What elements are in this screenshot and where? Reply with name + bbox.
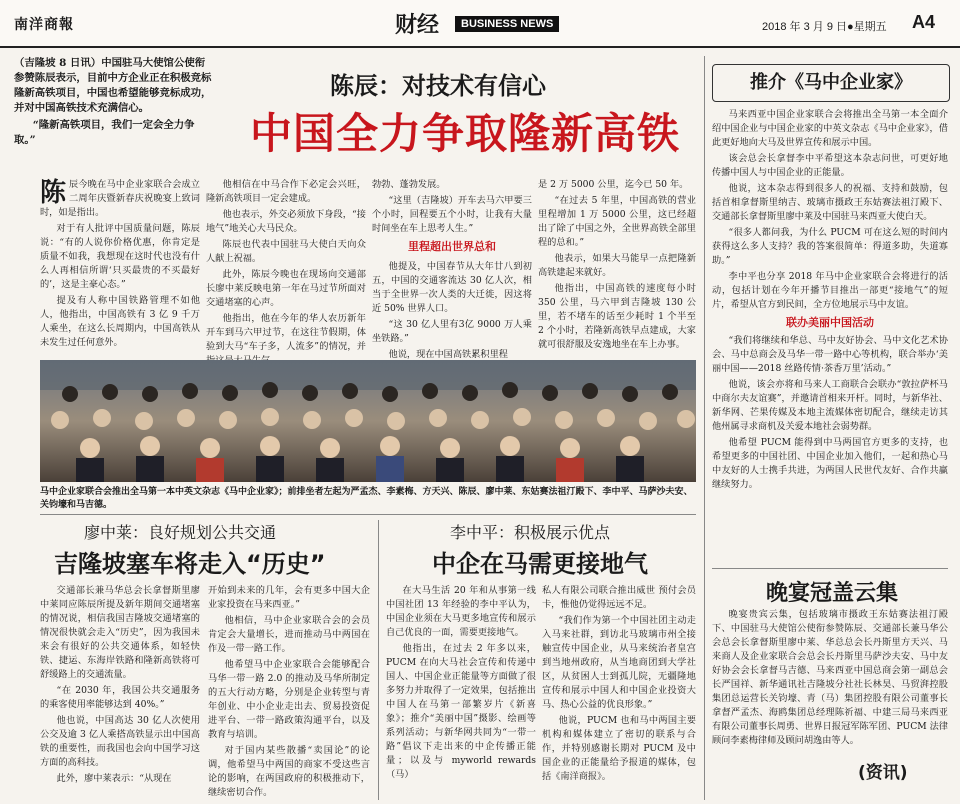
group-photo-image — [40, 360, 696, 482]
li-column-1 — [386, 584, 536, 800]
paragraph: 交通部长兼马华总会长拿督斯里廖中莱同应陈辰所提及新年期间交通堵塞的情况说，相信我国吉隆坡交通堵塞的情况很快就会走入“历史”，因为我国未来会有很好的公共交通体系，如轻快铁、捷运、东海岸铁路和隆新高铁将可舒缓路上的交通流量。 — [40, 585, 200, 680]
masthead — [0, 0, 960, 48]
paragraph: 他说，该会亦将和马来人工商联合会联办“敦拉萨杯马中商尔夫友谊赛”，并邀请首相来开杆。同时，与新华社、新华网、芒果传媒及本地主流媒体密切配合，继续走访其他州属寻求商机及关爱本地社会弱势群。 — [712, 379, 948, 432]
paragraph: “在过去 5 年里，中国高铁的营业里程增加 1 万 5000 公里，这已经超出了除了中国之外，全世界高铁全部里程的总和。” — [538, 195, 696, 248]
paragraph: 他相信，马中企业家联合会的会员肯定会大量增长，进而推动马中两国在作及一带一路工作。 — [208, 615, 370, 654]
main-kicker: 陈辰：对技术有信心 — [330, 72, 546, 100]
news-source: (资讯) — [858, 763, 908, 783]
sidebar-body — [712, 108, 948, 566]
liao-kicker: 廖中莱：良好规划公共交通 — [84, 523, 277, 542]
paragraph: 他表示，如果大马能早一点把隆新高铁建起来就好。 — [538, 253, 696, 278]
paragraph: 他说，PUCM 也和马中两国主要机构和媒体建立了密切的联系与合作，并特别感谢长期对 PUCM 及中国企业的正能量给予报道的媒体，包括《南洋商报》。 — [542, 715, 696, 782]
banquet-body — [712, 608, 948, 756]
paragraph: 晚宴贵宾云集，包括玻璃市摄政王东姑赛法祖汀殿下、中国驻马大使馆公使衔参赞陈辰、交通部长兼马华公会总会长拿督斯里廖中莱、华总总会长丹斯里方天兴、马来商人及企业家联合会总会长丹斯里马萨沙夫安、马中友好协会会长拿督马吉德、马来西亚中国总商会第一副总会长严国祥、新华通讯社吉隆坡分社社长林昊、马贸湃控股集团总运营长关钧壕、青（马）集团控股有限公司董事长拿督严孟杰、海鸥集团总经理陈祈福、中建三局马来西亚有限公司董事长周勇、世界日报冠军陈军团、PUCM 法律顾问李素梅律师及顾问胡逸由等人。 — [712, 609, 948, 746]
divider — [704, 56, 705, 800]
paragraph: 他说，这本杂志得到很多人的祝福、支持和鼓励，包括首相拿督斯里纳吉、玻璃市摄政王东姑赛法祖汀殿下、交通部长拿督斯里廖中莱及中国驻马来西亚大使白天。 — [712, 183, 948, 222]
paragraph: 他提及，中国春节从大年廿八到初五，中国的交通客流达 30 亿人次，相当于全世界一次人类的大迁徙，因这将近 50% 世界人口。 — [372, 261, 532, 314]
paragraph: 在大马生活 20 年和从事第一线中国社团 13 年经验的李中平认为，中国企业须在大马更多地宣传和展示自己优良的一面，需要更接地气。 — [386, 585, 536, 638]
sidebar-title: 推介《马中企业家》 — [712, 64, 950, 102]
li-headline: 中企在马需更接地气 — [432, 550, 648, 578]
paragraph: 辰今晚在马中企业家联合会成立二周年庆暨新春庆祝晚宴上致词时，如是指出。 — [40, 179, 200, 218]
liao-column-2 — [208, 584, 370, 800]
paragraph: 他也说，中国高达 30 亿人次使用公交及逾 3 亿人乘搭高铁显示出中国高铁的重要性，而我国也会向中国学习这方面的高科技。 — [40, 715, 200, 768]
photo-caption: 马中企业家联合会推出全马第一本中英文杂志《马中企业家》；前排坐者左起为严孟杰、李素梅、方天兴、陈辰、廖中莱、东姑赛法祖汀殿下、李中平、马萨沙夫安、关钧壕和马吉德。 — [40, 487, 693, 510]
paragraph: “这里（吉隆坡）开车去马六甲要三个小时，回程要五个小时，让我有大量时间坐在车上思考人生。” — [372, 195, 532, 234]
newspaper-logo: 南洋商報 — [14, 17, 74, 33]
paragraph: “在 2030 年，我国公共交通服务的乘客使用率能够达到 40%。” — [40, 685, 200, 710]
page-number: A4 — [912, 12, 936, 32]
section-badge: BUSINESS NEWS — [455, 16, 559, 32]
divider — [378, 520, 379, 800]
li-kicker: 李中平：积极展示优点 — [450, 523, 611, 542]
lead-text: （吉隆坡 8 日讯）中国驻马大使馆公使衔参赞陈辰表示，目前中方企业正在积极竞标隆新高铁项目，中国也希望能够竞标成功，并对中国高铁技术充满信心。 — [14, 57, 212, 114]
main-column-2 — [206, 178, 366, 356]
issue-date: 2018 年 3 月 9 日●星期五 — [762, 21, 887, 33]
group-photo — [40, 360, 696, 482]
paragraph: 勃勃、蓬勃发展。 — [372, 179, 446, 190]
paragraph: 他希望马中企业家联合会能够配合马华一带一路 2.0 的推动及马华所制定的五大行动方略，分别是企业转型与青年创业、中小企业走出去、贸易投资促进平台、一带一路政策沟通平台，以及教育与培训。 — [208, 659, 370, 740]
section-title: 财经 — [395, 12, 440, 38]
dropcap: 陈 — [40, 178, 67, 208]
liao-headline: 吉隆坡塞车将走入“历史” — [54, 550, 326, 578]
paragraph: 他指出，他在今年的华人农历新年开车到马六甲过节，在这往节假期，体验到大马“车子多，人流多”的情况，并 — [206, 313, 366, 352]
lead-paragraph — [14, 56, 214, 172]
paragraph: 李中平也分享 2018 年马中企业家联合会将进行的活动，包括计划在今年开播节目推出一部更“接地气”的短片，希望从官方到民间，全方位地展示马中友谊。 — [712, 271, 948, 310]
sidebar-subhead: 联办美丽中国活动 — [786, 316, 874, 329]
paragraph: 开始到未来的几年，会有更多中国大企业家投资在马来西亚。” — [208, 585, 370, 610]
li-column-2 — [542, 584, 696, 800]
paragraph: 他希望 PUCM 能得到中马两国官方更多的支持，也希望更多的中国社团、中国企业加入他们，一起和热心马中友好的人士携手共进，为两国人民世代友好、合作共赢继续努力。 — [712, 437, 948, 490]
main-subhead: 里程超出世界总和 — [408, 240, 496, 253]
paragraph: 他也表示，外交必须放下身段，“接地气”地关心大马民众。 — [206, 209, 366, 234]
divider — [40, 514, 696, 515]
paragraph: 他指出，中国高铁的速度每小时 350 公里，马六甲到吉隆坡 130 公里，若不堵车的话至少耗时 1 个半至 2 个小时，若隆新高铁早点建成，大家就可很舒服及安逸地坐在车上办事。 — [538, 283, 696, 350]
paragraph: 他说，现在中国高铁累积里程 — [388, 349, 508, 360]
paragraph: 提及有人称中国铁路管理不如他人，他指出，中国高铁有 3 亿 9 千万人乘坐，在这么长周期内，中国高铁从未发生过任何意外。 — [40, 295, 200, 348]
liao-column-1 — [40, 584, 200, 800]
paragraph: 对于国内某些散播“卖国论”的论调，他希望马中两国的商家不受这些言论的影响，在两国政府的积极推动下，继续密切合作。 — [208, 745, 370, 798]
paragraph: 私人有限公司联合推出威世 预付会员卡，惟他仍觉得远远不足。 — [542, 585, 696, 610]
paragraph: 此外，陈辰今晚也在现场向交通部长廖中莱反映电第一年在马过节所面对交通堵塞的心声。 — [206, 269, 366, 308]
paragraph: 对于有人批评中国质量问题，陈辰说：“有的人说你价格优惠，你肯定是质量不如我，我想现在这时代也没有什么人再相信所谓‘只买最贵的不买最好的’，这是主豪心态。” — [40, 223, 200, 290]
paragraph: 是 2 万 5000 公里，迄今已 50 年。 — [538, 179, 689, 190]
main-column-4 — [538, 178, 696, 356]
paragraph: 马来西亚中国企业家联合会将推出全马第一本全面介绍中国企业与中国企业家的中英文杂志《马中企业家》，借此更好地向大马及世界宣传和展示中国。 — [712, 109, 948, 148]
paragraph: “这 30 亿人里有3亿 9000 万人乘坐铁路。” — [372, 319, 532, 344]
lead-quote: “隆新高铁项目，我们一定会全力争取。” — [14, 119, 195, 146]
banquet-headline: 晚宴冠盖云集 — [765, 581, 898, 606]
paragraph: 他指出，在过去 2 年多以来，PUCM 在向大马社会宣传和传递中国人、中国企业正能量等方面做了很多努力并取得了一定效果，包括推出中国人在马第一部繁岁片《新喜象》；推介“美丽中国”摄影、绘画等系列活动；与新华网共同为“一带一路”倡议下走出来的中企传播正能量；以及与 myworld rewards（马） — [386, 643, 536, 780]
paragraph: 此外，廖中莱表示：“从现在 — [56, 773, 172, 784]
paragraph: “我们将继续和华总、马中友好协会、马中文化艺术协会、马中总商会及马华一带一路中心等机构，联合举办‘美丽中国——2018 丝路传情·茶香万里’活动。” — [712, 335, 948, 374]
paragraph: 陈辰也代表中国驻马大使白天向众人献上祝福。 — [206, 239, 366, 264]
main-headline: 中国全力争取隆新高铁 — [249, 109, 680, 158]
paragraph: “我们作为第一个中国社团主动走入马来社群，到访北马玻璃市州全接触宣传中国企业，从马来统治者皇宫到当地州政府，从当地商团到大学社区，从贫困人士到孤儿院，无疆隆地宣传和展示中国人和中国企业投资大马、热心公益的优良形象。” — [542, 615, 696, 710]
main-column-3 — [372, 178, 532, 360]
paragraph: 他相信在中马合作下必定会兴旺，隆新高铁项目一定会建成。 — [206, 179, 366, 204]
paragraph: “很多人都问我，为什么 PUCM 可在这么短的时间内获得这么多人支持？我的答案很简单：得道多助，失道寡助。” — [712, 227, 948, 266]
main-column-1 — [40, 178, 200, 356]
paragraph: 该会总会长拿督李中平希望这本杂志问世，可更好地传播中国人与中国企业的正能量。 — [712, 153, 948, 178]
divider — [712, 568, 948, 569]
